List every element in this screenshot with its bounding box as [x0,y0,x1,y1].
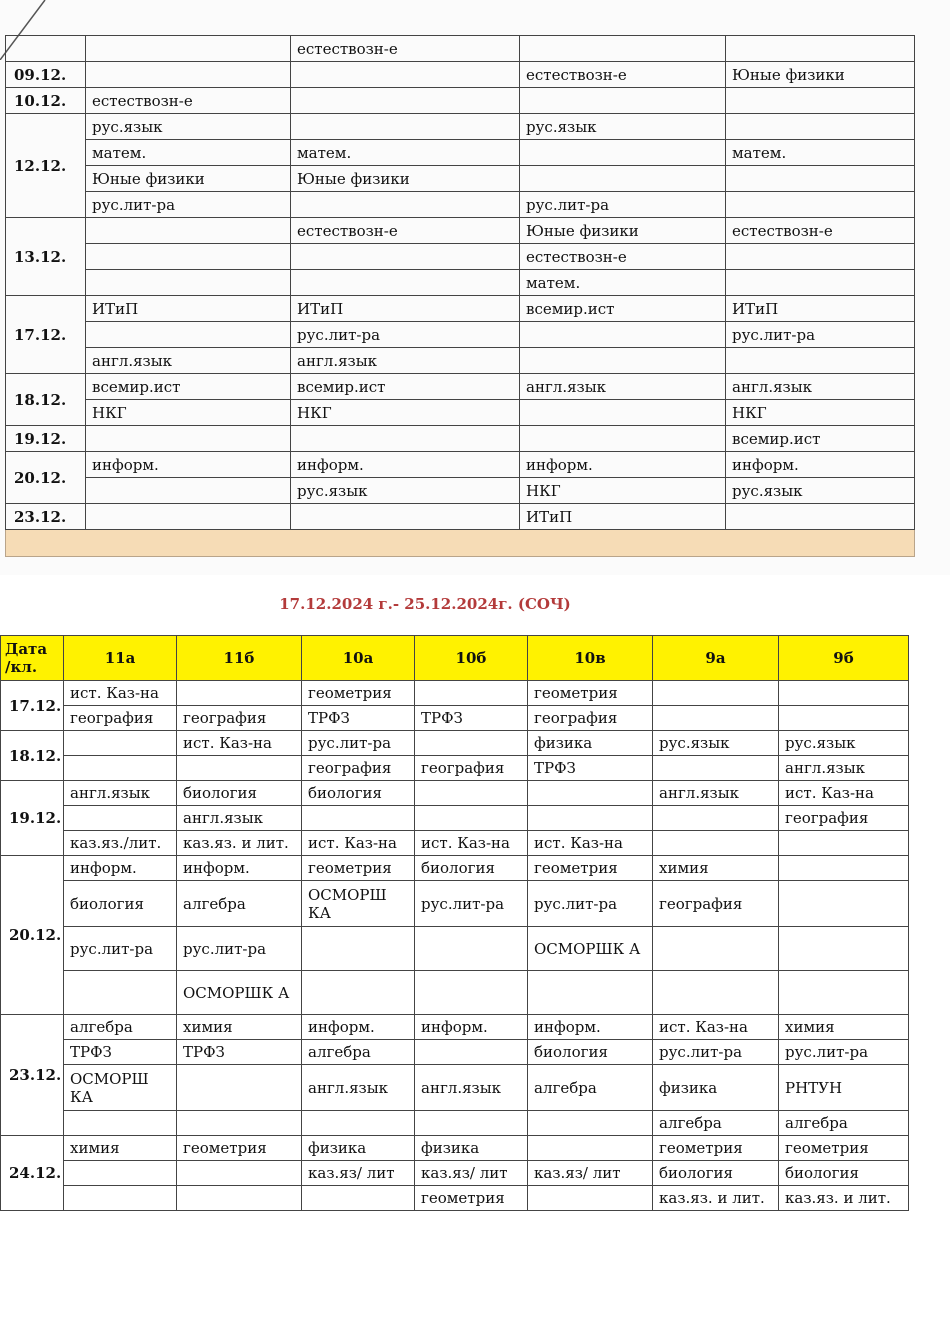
table-cell [653,927,779,971]
table-cell [520,400,726,426]
header-cell-9b: 9б [779,636,909,681]
table-cell: информ. [291,452,520,478]
table-cell: англ.язык [520,374,726,400]
table-cell [726,348,915,374]
header-cell-11b: 11б [177,636,302,681]
table-cell [653,806,779,831]
table-cell [520,426,726,452]
table-row [1,856,909,881]
table-cell [415,1040,528,1065]
table-row [1,831,909,856]
date-cell: 12.12. [6,114,86,218]
date-cell [6,36,86,62]
table-cell [779,681,909,706]
table-row [1,1186,909,1211]
table-cell: всемир.ист [520,296,726,322]
table-cell: информ. [177,856,302,881]
table-cell: рус.лит-ра [653,1040,779,1065]
table-cell [653,756,779,781]
table-cell: естествозн-е [726,218,915,244]
table-cell: ОСМОРШ КА [64,1065,177,1111]
table-cell: ист. Каз-на [177,731,302,756]
table-cell [779,856,909,881]
table-cell: рус.лит-ра [726,322,915,348]
table-cell: ТРФЗ [177,1040,302,1065]
table-row [1,731,909,756]
table-row [1,781,909,806]
table-cell: география [653,881,779,927]
table-cell: всемир.ист [291,374,520,400]
table-cell: ОСМОРШ КА [302,881,415,927]
table-cell: рус.лит-ра [291,322,520,348]
date-cell: 13.12. [6,218,86,296]
table-cell: матем. [726,140,915,166]
table-cell: химия [64,1136,177,1161]
table-cell: рус.язык [86,114,291,140]
table-row [1,927,909,971]
table-cell [653,831,779,856]
table-cell [726,114,915,140]
table-cell: ОСМОРШК А [177,971,302,1015]
table-cell: алгебра [64,1015,177,1040]
table-cell [520,348,726,374]
table-row [6,478,915,504]
table-cell [726,244,915,270]
table-cell [302,927,415,971]
table-row [6,296,915,322]
table-cell [726,192,915,218]
table-cell: геометрия [653,1136,779,1161]
table-cell: география [779,806,909,831]
table-cell: каз.яз/ лит [302,1161,415,1186]
table-cell: география [415,756,528,781]
table-cell: биология [415,856,528,881]
table-cell: ИТиП [291,296,520,322]
table-cell: химия [177,1015,302,1040]
table-row [6,218,915,244]
table-row [6,426,915,452]
table-cell [291,426,520,452]
table-cell [415,731,528,756]
table-cell: рус.язык [779,731,909,756]
table-cell [653,971,779,1015]
table-footer-band [6,530,915,557]
table-cell: ИТиП [520,504,726,530]
table-cell: англ.язык [86,348,291,374]
date-cell: 09.12. [6,62,86,88]
table-cell: ист. Каз-на [64,681,177,706]
table-cell [302,1111,415,1136]
table-row [1,806,909,831]
table-cell: естествозн-е [86,88,291,114]
table-cell [291,62,520,88]
table-cell: англ.язык [291,348,520,374]
table-cell [528,781,653,806]
date-cell: 10.12. [6,88,86,114]
table-cell: ист. Каз-на [302,831,415,856]
table-cell: англ.язык [726,374,915,400]
table-cell [64,1161,177,1186]
table-cell: рус.лит-ра [86,192,291,218]
table-cell [415,927,528,971]
header-cell-9a: 9а [653,636,779,681]
table-cell [779,971,909,1015]
table-cell: Юные физики [291,166,520,192]
table-cell: геометрия [779,1136,909,1161]
table-cell [64,731,177,756]
schedule-table-top [5,35,915,557]
table-row [6,244,915,270]
table-cell [177,681,302,706]
table-cell [528,1111,653,1136]
table-row [6,452,915,478]
table-cell: алгебра [528,1065,653,1111]
table-cell: англ.язык [779,756,909,781]
table-cell [291,88,520,114]
header-cell-10b: 10б [415,636,528,681]
table-cell: информ. [528,1015,653,1040]
table-cell [64,1186,177,1211]
table-cell: Юные физики [520,218,726,244]
table-cell [86,218,291,244]
table-cell [86,62,291,88]
table-cell: география [177,706,302,731]
table-cell [528,971,653,1015]
table-cell: физика [415,1136,528,1161]
table-cell: информ. [726,452,915,478]
table-cell: РНТУН [779,1065,909,1111]
table-row [1,681,909,706]
table-cell: биология [528,1040,653,1065]
footer-band-cell [6,530,915,557]
table-cell: НКГ [86,400,291,426]
table-row [6,400,915,426]
table-cell: естествозн-е [291,218,520,244]
table-row [1,971,909,1015]
table-cell: геометрия [302,681,415,706]
table-cell [291,270,520,296]
date-cell: 24.12. [1,1136,64,1211]
table-cell [291,114,520,140]
table-cell: ист. Каз-на [528,831,653,856]
table-cell [779,831,909,856]
table-row [6,270,915,296]
table-cell: естествозн-е [291,36,520,62]
table-row [6,88,915,114]
table-cell: рус.язык [726,478,915,504]
table-cell: англ.язык [64,781,177,806]
table-cell: геометрия [177,1136,302,1161]
table-cell: ТРФЗ [64,1040,177,1065]
table-cell [520,140,726,166]
table-cell [520,36,726,62]
table-cell: ОСМОРШК А [528,927,653,971]
table-cell: англ.язык [177,806,302,831]
table-cell [415,681,528,706]
table-cell: матем. [520,270,726,296]
table-cell: каз.яз/ лит [415,1161,528,1186]
table-cell [177,756,302,781]
table-row [1,1065,909,1111]
table-cell: биология [653,1161,779,1186]
table-cell [726,36,915,62]
table-row [1,1040,909,1065]
table-cell [653,681,779,706]
table-cell [415,806,528,831]
table-cell [86,504,291,530]
table-cell [520,166,726,192]
table-cell [726,270,915,296]
table-cell: всемир.ист [86,374,291,400]
table-cell: естествозн-е [520,62,726,88]
table-cell: НКГ [520,478,726,504]
table-cell: ист. Каз-на [415,831,528,856]
table-cell: естествозн-е [520,244,726,270]
table-header-row [1,636,909,681]
table-row [1,756,909,781]
table-cell [415,781,528,806]
table-row [6,62,915,88]
table-cell [64,1111,177,1136]
table-cell: география [302,756,415,781]
table-cell: рус.язык [520,114,726,140]
table-cell: рус.лит-ра [520,192,726,218]
header-cell-11a: 11а [64,636,177,681]
table-cell: каз.яз/ лит [528,1161,653,1186]
date-cell: 17.12. [6,296,86,374]
table-cell [726,166,915,192]
table-cell: рус.лит-ра [779,1040,909,1065]
table-cell [779,881,909,927]
date-cell: 23.12. [6,504,86,530]
table-cell: химия [779,1015,909,1040]
table-cell: ТРФЗ [302,706,415,731]
table-cell [291,244,520,270]
table-cell [86,322,291,348]
table-cell: алгебра [177,881,302,927]
table-cell: всемир.ист [726,426,915,452]
table-cell: информ. [86,452,291,478]
table-cell: физика [653,1065,779,1111]
table-cell: англ.язык [653,781,779,806]
date-cell: 18.12. [6,374,86,426]
table-cell [415,971,528,1015]
header-corner: Дата /кл. [1,636,64,681]
table-row [6,166,915,192]
table-row [1,1111,909,1136]
date-cell: 19.12. [1,781,64,856]
table-cell: англ.язык [302,1065,415,1111]
table-cell: ист. Каз-на [779,781,909,806]
table-cell: ИТиП [726,296,915,322]
table-cell [64,806,177,831]
table-cell [726,504,915,530]
table-cell: алгебра [302,1040,415,1065]
table-cell: ист. Каз-на [653,1015,779,1040]
table-cell: физика [302,1136,415,1161]
table-row [1,881,909,927]
table-cell: рус.язык [291,478,520,504]
table-cell: каз.яз. и лит. [779,1186,909,1211]
table-cell: геометрия [415,1186,528,1211]
date-cell: 18.12. [1,731,64,781]
table-cell [779,927,909,971]
table-cell: каз.яз. и лит. [177,831,302,856]
table-cell: информ. [415,1015,528,1040]
table-cell [520,322,726,348]
table-cell: матем. [86,140,291,166]
table-cell [528,806,653,831]
table-cell: физика [528,731,653,756]
table-cell [177,1186,302,1211]
table-row [1,706,909,731]
table-row [6,504,915,530]
table-cell [177,1161,302,1186]
table-cell [779,706,909,731]
table-cell [86,270,291,296]
table-cell [64,756,177,781]
table-cell [302,1186,415,1211]
table-cell [86,478,291,504]
header-cell-10v: 10в [528,636,653,681]
table-cell: биология [64,881,177,927]
table-cell [291,504,520,530]
schedule-table-bottom [0,635,909,1211]
table-cell: химия [653,856,779,881]
table-row [1,1015,909,1040]
date-cell: 20.12. [6,452,86,504]
table-cell [64,971,177,1015]
table-cell [291,192,520,218]
date-cell: 20.12. [1,856,64,1015]
table-cell: рус.лит-ра [415,881,528,927]
table-cell: биология [302,781,415,806]
table-cell [302,971,415,1015]
table-cell: информ. [520,452,726,478]
table-cell: каз.яз./лит. [64,831,177,856]
table-cell: ТРФЗ [528,756,653,781]
date-cell: 17.12. [1,681,64,731]
table-cell [520,88,726,114]
table-row [6,192,915,218]
table-cell: алгебра [653,1111,779,1136]
table-cell: рус.лит-ра [177,927,302,971]
table-cell: Юные физики [86,166,291,192]
table-cell: ТРФЗ [415,706,528,731]
table-row [1,1136,909,1161]
table-cell [528,1136,653,1161]
table-cell: геометрия [302,856,415,881]
table-cell: НКГ [726,400,915,426]
table-cell: рус.лит-ра [302,731,415,756]
table-cell: биология [177,781,302,806]
table-cell [86,244,291,270]
table-cell: рус.лит-ра [528,881,653,927]
table-row [1,1161,909,1186]
table-cell [528,1186,653,1211]
table-cell: информ. [302,1015,415,1040]
header-cell-10a: 10а [302,636,415,681]
table-cell: алгебра [779,1111,909,1136]
period-title: 17.12.2024 г.- 25.12.2024г. (СОЧ) [279,595,571,613]
table-cell: каз.яз. и лит. [653,1186,779,1211]
table-cell: рус.язык [653,731,779,756]
table-row [6,348,915,374]
table-cell: геометрия [528,681,653,706]
table-cell [415,1111,528,1136]
table-cell: ИТиП [86,296,291,322]
table-row [6,140,915,166]
table-cell [177,1111,302,1136]
table-cell: геометрия [528,856,653,881]
table-row [6,114,915,140]
table-cell: НКГ [291,400,520,426]
table-cell: география [528,706,653,731]
table-row [6,36,915,62]
table-cell: информ. [64,856,177,881]
table-row [6,322,915,348]
table-cell [86,36,291,62]
table-cell: Юные физики [726,62,915,88]
table-cell [86,426,291,452]
table-cell: рус.лит-ра [64,927,177,971]
table-cell: англ.язык [415,1065,528,1111]
table-row [6,374,915,400]
date-cell: 19.12. [6,426,86,452]
table-cell: матем. [291,140,520,166]
table-cell [302,806,415,831]
table-cell [653,706,779,731]
date-cell: 23.12. [1,1015,64,1136]
table-cell [726,88,915,114]
table-cell: биология [779,1161,909,1186]
table-cell: география [64,706,177,731]
table-cell [177,1065,302,1111]
